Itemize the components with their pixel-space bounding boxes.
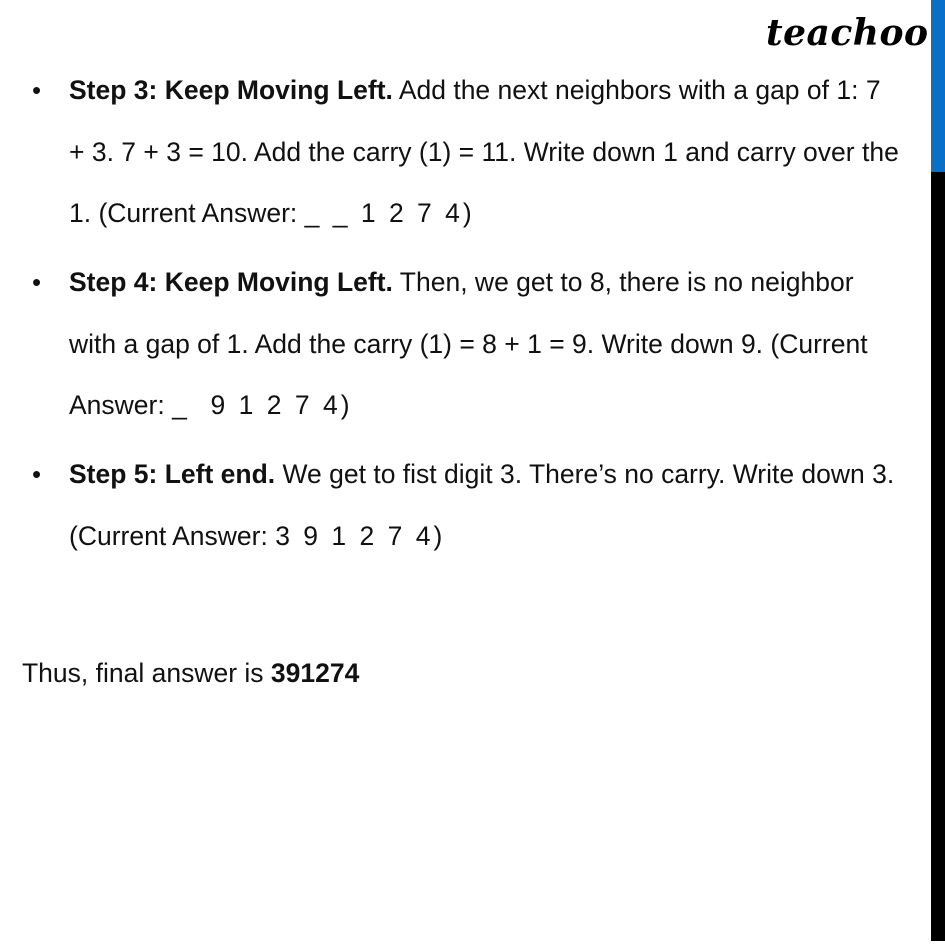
closing-paren: ): [340, 390, 350, 420]
current-answer: 3 9 1 2 7 4: [275, 520, 434, 551]
step-body: Add the next neighbors with a gap of 1: 7 + 3. 7 + 3 = 10. Add the carry (1) = 11. Write down 1 and carry over the 1. (Current Answer:: [69, 75, 899, 228]
teachoo-logo: teachoo: [766, 12, 929, 54]
current-answer: _ _ 1 2 7 4: [304, 198, 463, 228]
step-body: We get to fist digit 3. There’s no carry. Write down 3. (Current Answer:: [69, 459, 895, 551]
step-body: Then, we get to 8, there is no neighbor with a gap of 1. Add the carry (1) = 8 + 1 = 9. Write down 9. (Current Answer:: [69, 267, 868, 420]
step-title: Step 4: Keep Moving Left.: [69, 267, 393, 297]
side-bar-accent: [931, 0, 945, 172]
current-answer: _ 9 1 2 7 4: [172, 390, 341, 420]
closing-paren: ): [462, 198, 472, 228]
bullet-icon: •: [32, 459, 42, 489]
step-title: Step 5: Left end.: [69, 459, 276, 489]
step-text: [69, 60, 899, 245]
final-answer: 391274: [270, 658, 360, 688]
side-bar: [931, 0, 945, 941]
step-text: [69, 252, 899, 437]
closing-paren: ): [433, 520, 443, 551]
conclusion-prefix: Thus, final answer is: [22, 658, 271, 688]
step-text: [69, 444, 899, 567]
bullet-icon: •: [32, 75, 42, 105]
final-answer-line: [22, 643, 359, 705]
bullet-icon: •: [32, 267, 42, 297]
step-title: Step 3: Keep Moving Left.: [69, 75, 393, 105]
